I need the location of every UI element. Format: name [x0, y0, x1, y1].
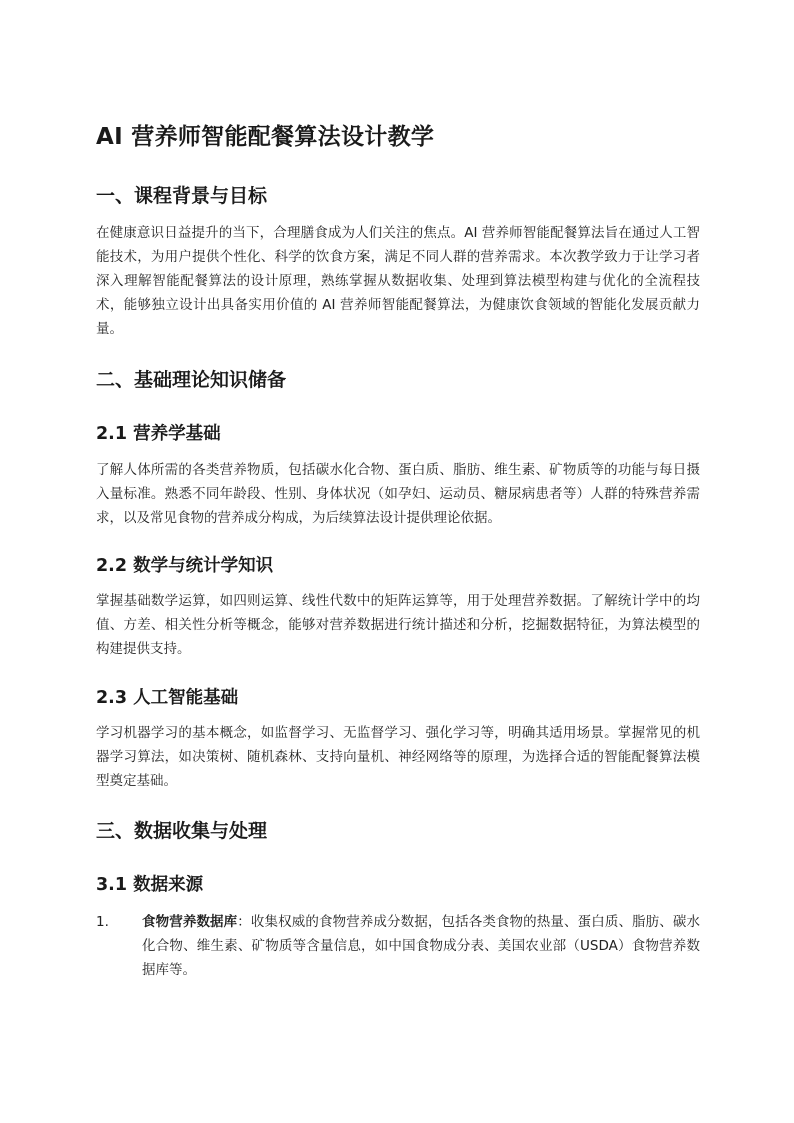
list-item-term: 食物营养数据库 — [142, 914, 238, 930]
section-text-background: 在健康意识日益提升的当下，合理膳食成为人们关注的焦点。AI 营养师智能配餐算法旨在通过人工智能技术，为用户提供个性化、科学的饮食方案，满足不同人群的营养需求。本次教学致力于让学习者深入理解智能配餐算法的设计原理，熟练掌握从数据收集、处理到算法模型构建与优化的全流程技术，能够独立设计出具备实用价值的 AI 营养师智能配餐算法，为健康饮食领域的智能化发展贡献力量。 — [96, 225, 700, 337]
subsection-text-nutrition: 了解人体所需的各类营养物质，包括碳水化合物、蛋白质、脂肪、维生素、矿物质等的功能与每日摄入量标准。熟悉不同年龄段、性别、身体状况（如孕妇、运动员、糖尿病患者等）人群的特殊营养需求，以及常见食物的营养成分构成，为后续算法设计提供理论依据。 — [96, 462, 700, 526]
list-item-body — [142, 910, 700, 982]
subsection-heading-math: 2.2 数学与统计学知识 — [96, 556, 274, 576]
subsection-heading-data-source: 3.1 数据来源 — [96, 875, 204, 895]
subsection-text-ai: 学习机器学习的基本概念，如监督学习、无监督学习、强化学习等，明确其适用场景。掌握常见的机器学习算法，如决策树、随机森林、支持向量机、神经网络等的原理，为选择合适的智能配餐算法模型奠定基础。 — [96, 725, 700, 789]
document-title: AI 营养师智能配餐算法设计教学 — [96, 124, 435, 150]
section-heading-background: 一、课程背景与目标 — [96, 185, 268, 207]
subsection-text-math: 掌握基础数学运算，如四则运算、线性代数中的矩阵运算等，用于处理营养数据。了解统计学中的均值、方差、相关性分析等概念，能够对营养数据进行统计描述和分析，挖掘数据特征，为算法模型的构建提供支持。 — [96, 593, 700, 657]
list-item-text: ：收集权威的食物营养成分数据，包括各类食物的热量、蛋白质、脂肪、碳水化合物、维生素、矿物质等含量信息，如中国食物成分表、美国农业部（USDA）食物营养数据库等。 — [142, 914, 701, 978]
subsection-heading-ai: 2.3 人工智能基础 — [96, 688, 239, 708]
section-heading-data: 三、数据收集与处理 — [96, 820, 268, 842]
section-heading-theory: 二、基础理论知识储备 — [96, 369, 287, 391]
list-item-number: 1. — [96, 914, 109, 930]
subsection-heading-nutrition: 2.1 营养学基础 — [96, 424, 221, 444]
